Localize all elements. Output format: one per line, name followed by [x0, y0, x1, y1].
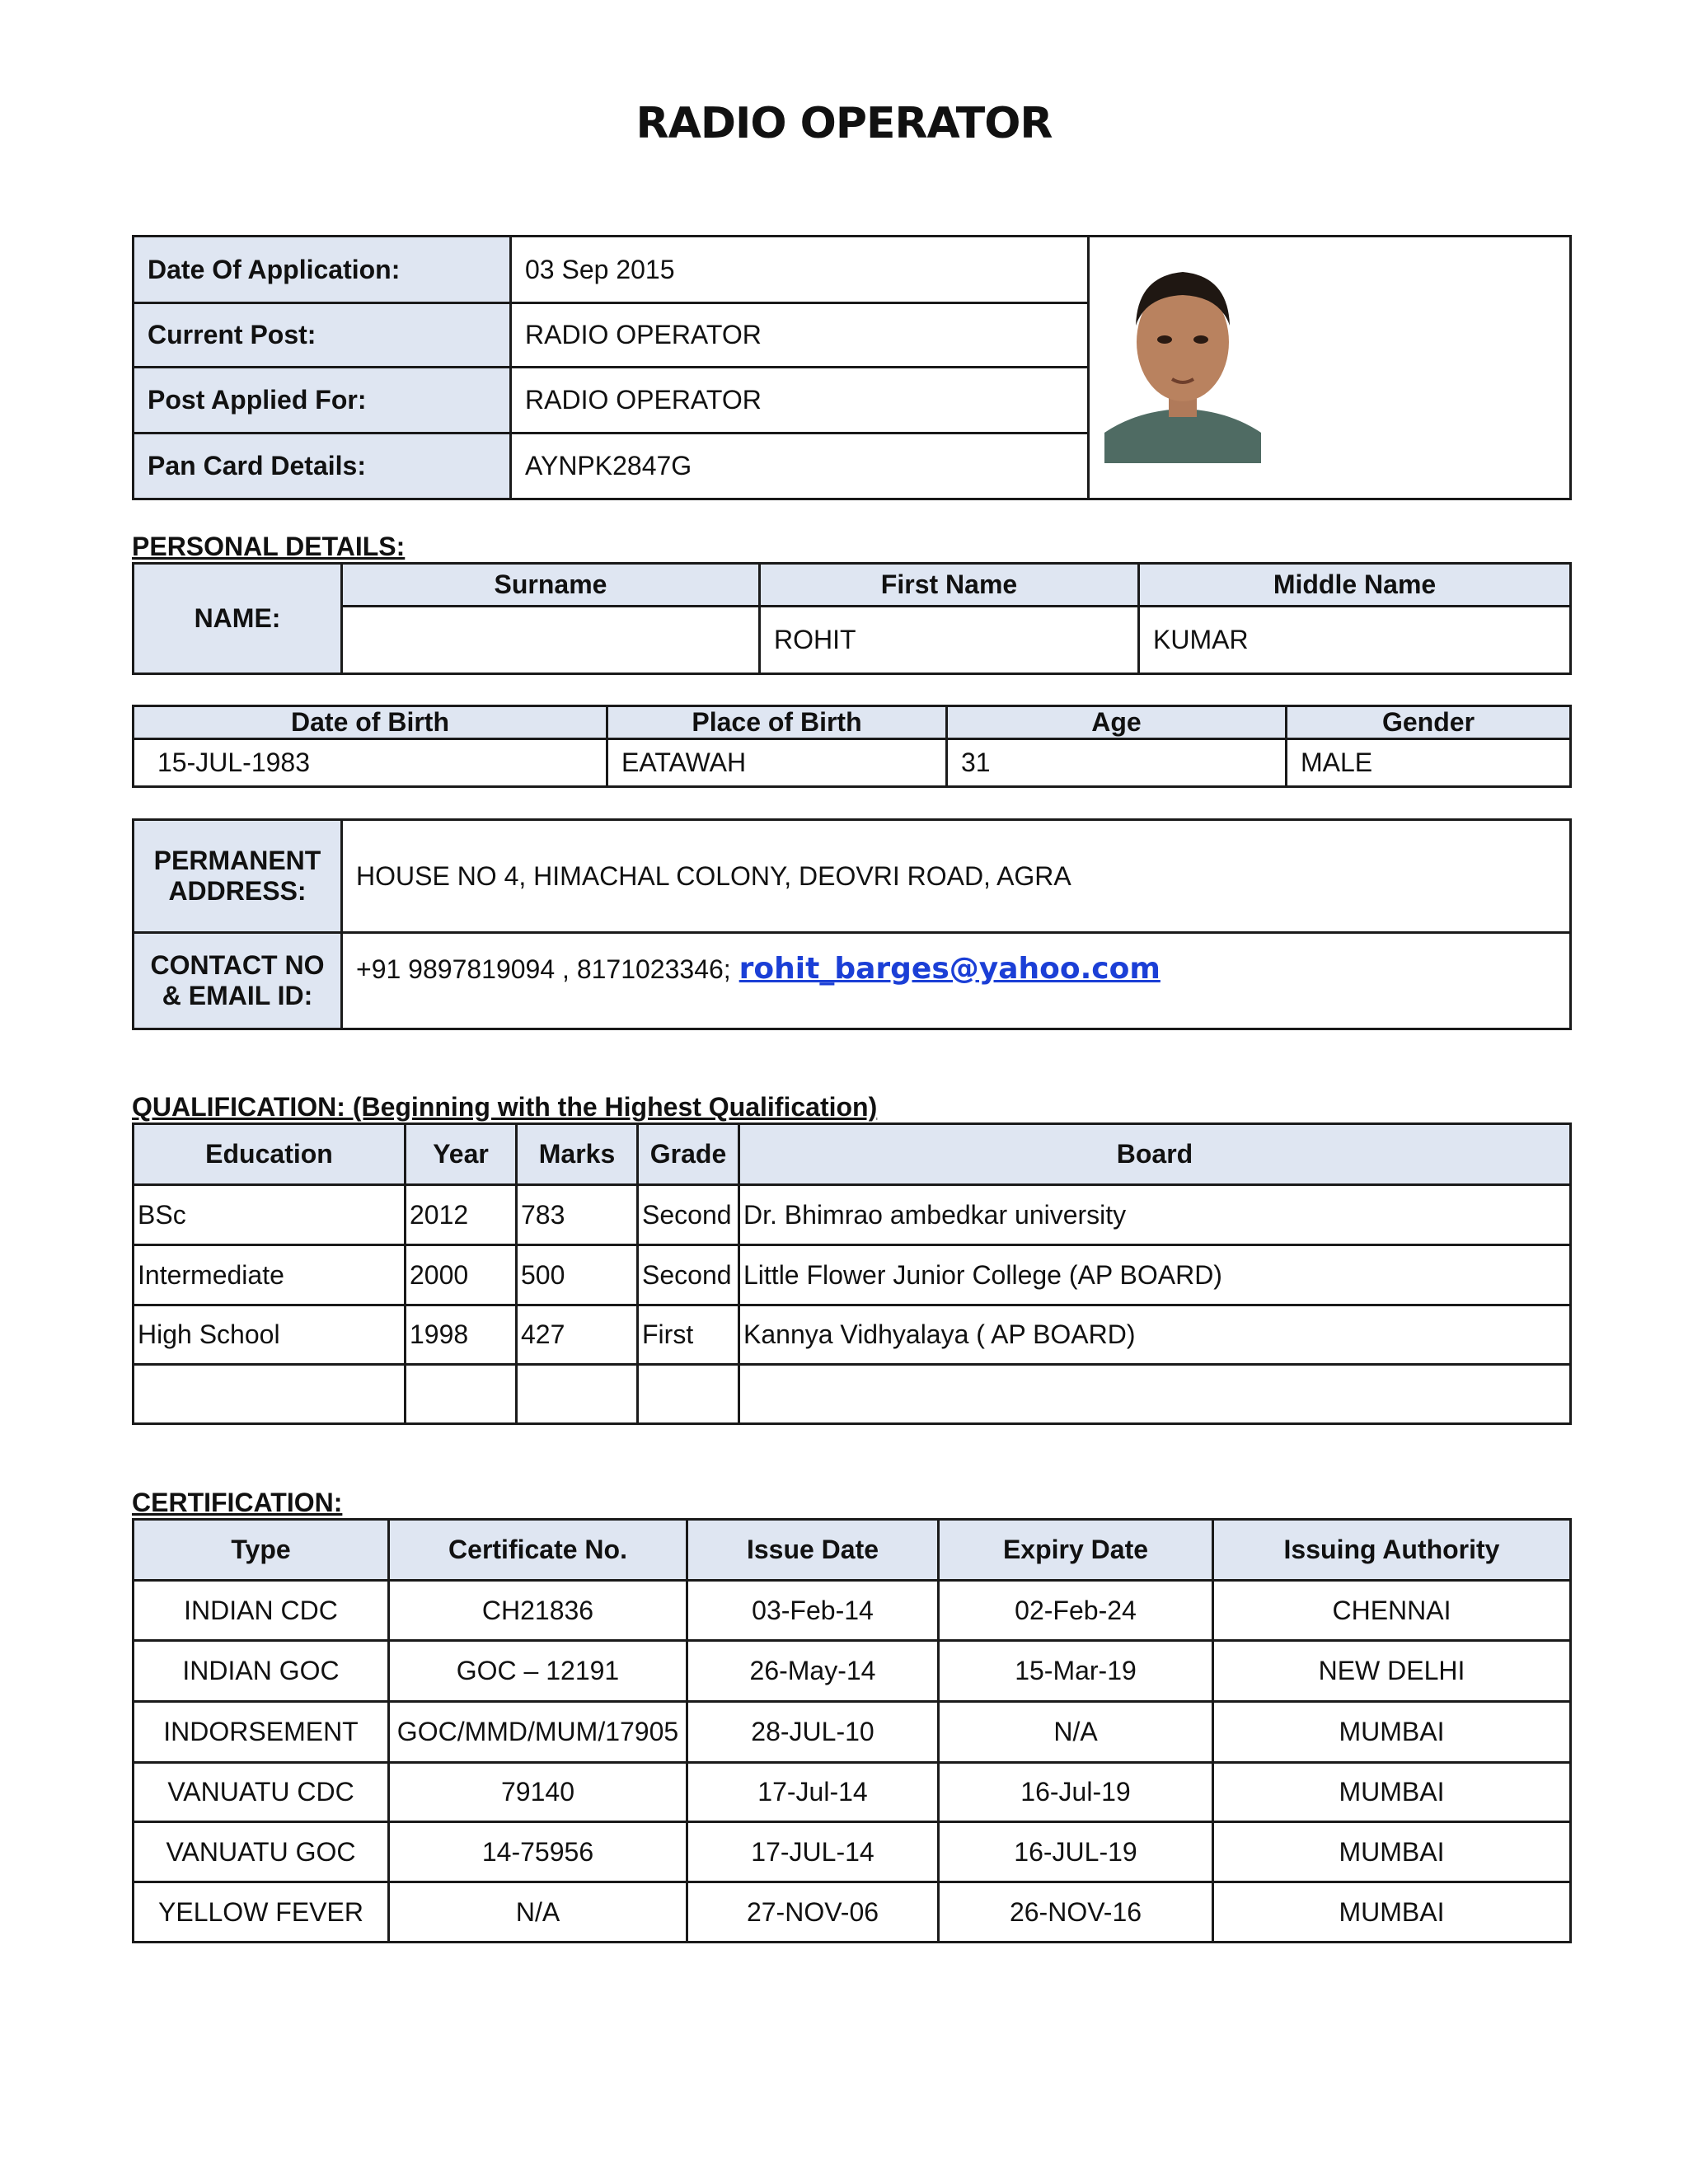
certification-table — [132, 1518, 1572, 1943]
table-cell: GOC – 12191 — [389, 1641, 687, 1702]
first-name-value: ROHIT — [760, 607, 1139, 674]
name-label: NAME: — [134, 564, 342, 674]
table-cell: 2000 — [406, 1245, 517, 1305]
table-cell: CH21836 — [389, 1581, 687, 1641]
pob-value: EATAWAH — [607, 739, 947, 787]
table-cell — [517, 1365, 638, 1424]
qualification-table — [132, 1122, 1572, 1425]
year-header: Year — [406, 1124, 517, 1185]
table-cell: Dr. Bhimrao ambedkar university — [739, 1185, 1571, 1245]
table-cell: 1998 — [406, 1305, 517, 1365]
table-cell: 03-Feb-14 — [687, 1581, 939, 1641]
age-header: Age — [947, 706, 1287, 739]
first-name-header: First Name — [760, 564, 1139, 607]
table-cell: MUMBAI — [1213, 1882, 1571, 1943]
table-cell: MUMBAI — [1213, 1763, 1571, 1822]
page-title: RADIO OPERATOR — [635, 99, 1053, 148]
table-cell: 427 — [517, 1305, 638, 1365]
middle-name-value: KUMAR — [1139, 607, 1571, 674]
table-cell: INDIAN GOC — [134, 1641, 389, 1702]
current-post-label: Current Post: — [134, 303, 511, 368]
education-header: Education — [134, 1124, 406, 1185]
table-cell: INDORSEMENT — [134, 1702, 389, 1763]
dob-header: Date of Birth — [134, 706, 607, 739]
type-header: Type — [134, 1520, 389, 1581]
table-row — [134, 1245, 1571, 1305]
table-cell — [406, 1365, 517, 1424]
pob-header: Place of Birth — [607, 706, 947, 739]
table-cell: Little Flower Junior College (AP BOARD) — [739, 1245, 1571, 1305]
table-cell: NEW DELHI — [1213, 1641, 1571, 1702]
issue-date-header: Issue Date — [687, 1520, 939, 1581]
table-cell: VANUATU GOC — [134, 1822, 389, 1882]
post-applied-value: RADIO OPERATOR — [511, 368, 1089, 434]
post-applied-label: Post Applied For: — [134, 368, 511, 434]
table-cell: 2012 — [406, 1185, 517, 1245]
photo-cell — [1089, 237, 1571, 499]
dob-value: 15-JUL-1983 — [134, 739, 607, 787]
table-row — [134, 1305, 1571, 1365]
current-post-value: RADIO OPERATOR — [511, 303, 1089, 368]
table-cell: CHENNAI — [1213, 1581, 1571, 1641]
table-cell: 17-Jul-14 — [687, 1763, 939, 1822]
table-cell: 783 — [517, 1185, 638, 1245]
table-cell: 79140 — [389, 1763, 687, 1822]
table-row — [134, 1763, 1571, 1822]
board-header: Board — [739, 1124, 1571, 1185]
table-cell: 14-75956 — [389, 1822, 687, 1882]
contact-value — [342, 933, 1571, 1029]
contact-email-link[interactable]: rohit_barges@yahoo.com — [738, 952, 1160, 986]
table-row — [134, 1822, 1571, 1882]
table-row — [134, 1185, 1571, 1245]
table-cell: Intermediate — [134, 1245, 406, 1305]
table-cell: High School — [134, 1305, 406, 1365]
table-cell: N/A — [389, 1882, 687, 1943]
table-cell: Kannya Vidhyalaya ( AP BOARD) — [739, 1305, 1571, 1365]
table-cell: 02-Feb-24 — [939, 1581, 1213, 1641]
date-of-application-value: 03 Sep 2015 — [511, 237, 1089, 303]
table-cell: 500 — [517, 1245, 638, 1305]
permanent-address-label: PERMANENT ADDRESS: — [134, 820, 342, 933]
table-row — [134, 1882, 1571, 1943]
age-value: 31 — [947, 739, 1287, 787]
middle-name-header: Middle Name — [1139, 564, 1571, 607]
issuing-authority-header: Issuing Authority — [1213, 1520, 1571, 1581]
birth-details-table — [132, 705, 1572, 788]
certificate-no-header: Certificate No. — [389, 1520, 687, 1581]
table-cell: MUMBAI — [1213, 1822, 1571, 1882]
table-cell: MUMBAI — [1213, 1702, 1571, 1763]
certification-heading: CERTIFICATION: — [132, 1488, 343, 1517]
address-contact-table — [132, 818, 1572, 1030]
grade-header: Grade — [638, 1124, 739, 1185]
table-cell: Second — [638, 1185, 739, 1245]
table-cell: 26-May-14 — [687, 1641, 939, 1702]
table-row — [134, 1641, 1571, 1702]
table-cell: Second — [638, 1245, 739, 1305]
table-cell: GOC/MMD/MUM/17905 — [389, 1702, 687, 1763]
table-cell: First — [638, 1305, 739, 1365]
contact-phone: +91 9897819094 , 8171023346; — [356, 954, 731, 984]
table-cell: N/A — [939, 1702, 1213, 1763]
surname-header: Surname — [342, 564, 760, 607]
marks-header: Marks — [517, 1124, 638, 1185]
gender-value: MALE — [1287, 739, 1571, 787]
surname-value — [342, 607, 760, 674]
contact-label: CONTACT NO & EMAIL ID: — [134, 933, 342, 1029]
pan-card-label: Pan Card Details: — [134, 434, 511, 499]
table-cell — [739, 1365, 1571, 1424]
table-cell: 16-JUL-19 — [939, 1822, 1213, 1882]
table-cell: 16-Jul-19 — [939, 1763, 1213, 1822]
table-cell — [134, 1365, 406, 1424]
table-cell: VANUATU CDC — [134, 1763, 389, 1822]
table-cell: INDIAN CDC — [134, 1581, 389, 1641]
table-cell: 15-Mar-19 — [939, 1641, 1213, 1702]
table-cell: 27-NOV-06 — [687, 1882, 939, 1943]
applicant-photo — [1104, 247, 1261, 463]
qualification-heading: QUALIFICATION: (Beginning with the Highest Qualification) — [132, 1092, 878, 1122]
table-cell: 26-NOV-16 — [939, 1882, 1213, 1943]
permanent-address-value: HOUSE NO 4, HIMACHAL COLONY, DEOVRI ROAD, AGRA — [342, 820, 1571, 933]
table-row — [134, 1365, 1571, 1424]
gender-header: Gender — [1287, 706, 1571, 739]
table-cell: BSc — [134, 1185, 406, 1245]
table-row — [134, 1581, 1571, 1641]
personal-details-heading: PERSONAL DETAILS: — [132, 532, 406, 561]
name-table — [132, 562, 1572, 675]
table-cell — [638, 1365, 739, 1424]
date-of-application-label: Date Of Application: — [134, 237, 511, 303]
expiry-date-header: Expiry Date — [939, 1520, 1213, 1581]
application-info-table — [132, 235, 1572, 500]
table-cell: 28-JUL-10 — [687, 1702, 939, 1763]
pan-card-value: AYNPK2847G — [511, 434, 1089, 499]
table-row — [134, 1702, 1571, 1763]
table-cell: YELLOW FEVER — [134, 1882, 389, 1943]
table-cell: 17-JUL-14 — [687, 1822, 939, 1882]
